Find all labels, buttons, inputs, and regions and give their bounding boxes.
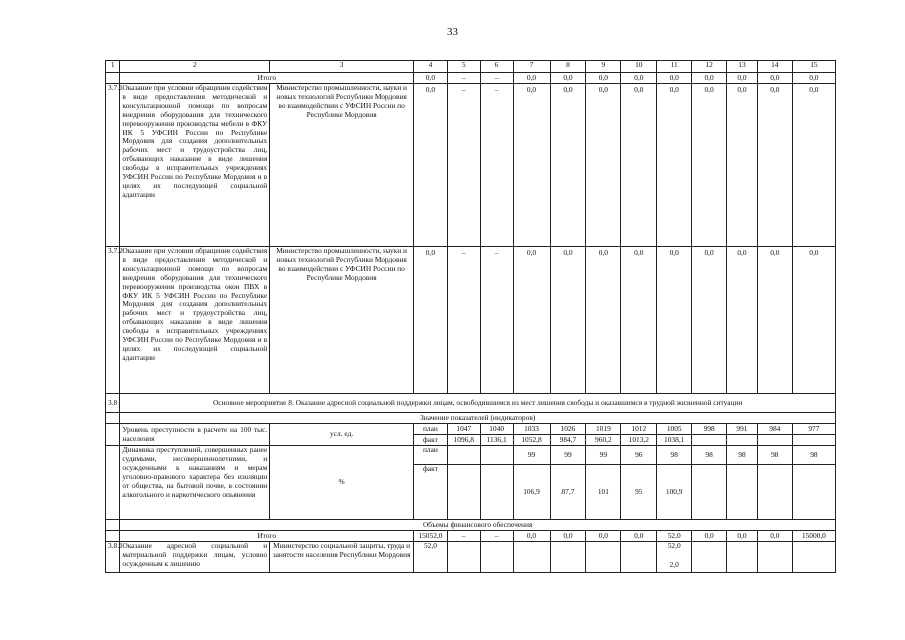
value-cell: 0,0 [792, 247, 835, 394]
value-cell: – [480, 247, 513, 394]
indicator-name: Уровень преступности в расчете на 100 тыс. населения [120, 424, 270, 446]
value-cell [727, 465, 758, 520]
value-cell: – [480, 531, 513, 542]
value-cell: 99 [586, 446, 621, 465]
indicator-name: Динамика преступлений, совершенных ранее судимыми, несовершеннолетними, и осужденными к наказаниям и мерам уголовно-правового характера без изоляции от общества, на бытовой почве, в состоянии алкогольного и наркотического опьянения [120, 446, 270, 520]
value-cell: 0,0 [413, 73, 447, 84]
value-cell: – [447, 84, 480, 247]
value-cell: 98 [657, 446, 692, 465]
value-cell: 0,0 [727, 247, 758, 394]
col-header: 1 [106, 61, 120, 73]
section-header-row [106, 413, 836, 424]
itogo-label: Итого [120, 531, 414, 542]
value-cell [757, 435, 792, 446]
value-cell: 106,9 [513, 465, 550, 520]
executor: Министерство промышленности, науки и новых технологий Республики Мордовия во взаимодействии с УФСИН России по Республике Мордовия [270, 84, 414, 247]
value-cell: 0,0 [727, 73, 758, 84]
value-cell: – [480, 84, 513, 247]
value-cell: 1005 [657, 424, 692, 435]
value-cell: 15052,0 [413, 531, 447, 542]
value-cell: 991 [727, 424, 758, 435]
value-cell: 0,0 [727, 84, 758, 247]
main-measure-row [106, 394, 836, 413]
value-cell: 0,0 [513, 247, 550, 394]
value-cell: 0,0 [586, 531, 621, 542]
value-cell: 0,0 [513, 531, 550, 542]
value-cell: 101 [586, 465, 621, 520]
value-cell: 1052,8 [513, 435, 550, 446]
value-cell: 0,0 [621, 531, 657, 542]
value-cell: 0,0 [586, 247, 621, 394]
value-cell: 0,0 [757, 531, 792, 542]
value-cell: 984,7 [550, 435, 586, 446]
value-cell [792, 465, 835, 520]
itogo-label: Итого [120, 73, 414, 84]
value-cell [447, 542, 480, 573]
col-header: 5 [447, 61, 480, 73]
value-cell [480, 542, 513, 573]
value-cell: 98 [757, 446, 792, 465]
col-header: 2 [120, 61, 270, 73]
value-cell: 100,9 [657, 465, 692, 520]
row-number: 3.8 [106, 394, 120, 413]
page-number: 33 [447, 26, 458, 38]
value-cell [621, 542, 657, 573]
value-cell: 99 [550, 446, 586, 465]
value-cell: 0,0 [586, 84, 621, 247]
col-header: 11 [657, 61, 692, 73]
value-cell [586, 542, 621, 573]
value-cell: 0,0 [550, 84, 586, 247]
value-cell: 0,0 [792, 73, 835, 84]
value-cell: 0,0 [727, 531, 758, 542]
value-cell: 0,0 [657, 247, 692, 394]
value-cell: 1047 [447, 424, 480, 435]
value-cell: 95 [621, 465, 657, 520]
col-header: 8 [550, 61, 586, 73]
value-cell: 1136,1 [480, 435, 513, 446]
value-cell [447, 465, 480, 520]
budget-table [105, 60, 836, 573]
empty-cell [106, 531, 120, 542]
value-cell: 0,0 [550, 247, 586, 394]
indicators-header: Значение показателей (индикаторов) [120, 413, 836, 424]
value-cell: 0,0 [792, 84, 835, 247]
value-cell: 0,0 [621, 73, 657, 84]
value-cell: 1033 [513, 424, 550, 435]
col-header: 10 [621, 61, 657, 73]
value-cell: – [480, 73, 513, 84]
value-cell [480, 465, 513, 520]
value-cell [757, 465, 792, 520]
value-cell [692, 435, 727, 446]
value-cell: 0,0 [757, 84, 792, 247]
value-cell: 98 [727, 446, 758, 465]
col-header: 6 [480, 61, 513, 73]
value-cell [757, 542, 792, 573]
value-cell: 0,0 [692, 531, 727, 542]
value-cell: 52,0 [413, 542, 447, 573]
executor: Министерство социальной защиты, труда и занятости населения Республики Мордовия [270, 542, 414, 573]
value-cell: – [447, 73, 480, 84]
value-cell: 0,0 [513, 84, 550, 247]
value-cell: 0,0 [692, 73, 727, 84]
measure-name: Оказание при условии обращения содействия в виде предоставления методической и консультационной помощи по вопросам внедрения оборудования для технического перевооружения производства мебели в ФКУ ИК 5 УФСИН России по Республике Мордовия для создания дополнительных рабочих мест и трудоустройства лиц, отбывающих наказание в виде лишения свободы в исправительных учреждениях УФСИН России по Республике Мордовия и в целях их последующей социальной адаптации [120, 84, 270, 247]
itogo-row [106, 531, 836, 542]
value-cell: 0,0 [621, 84, 657, 247]
value-cell: 0,0 [621, 247, 657, 394]
row-number: 3.7.2 [106, 247, 120, 394]
col-header: 13 [727, 61, 758, 73]
value-cell: 984 [757, 424, 792, 435]
col-header: 3 [270, 61, 414, 73]
value-cell: 977 [792, 424, 835, 435]
funding-header: Объемы финансового обеспечения [120, 520, 836, 531]
value-cell: 1096,8 [447, 435, 480, 446]
value-cell [447, 446, 480, 465]
value-cell: – [447, 531, 480, 542]
itogo-row [106, 73, 836, 84]
value-cell: 0,0 [657, 73, 692, 84]
empty-cell [106, 446, 120, 520]
value-cell [792, 542, 835, 573]
value-cell [657, 542, 692, 573]
value-cell [727, 542, 758, 573]
value-cell: 98 [692, 446, 727, 465]
value-cell: 0,0 [757, 247, 792, 394]
row-number: 3.7.1 [106, 84, 120, 247]
value-cell: – [447, 247, 480, 394]
value-cell: 1040 [480, 424, 513, 435]
indicator-unit: % [270, 446, 414, 520]
value-cell: 0,0 [550, 531, 586, 542]
value-cell [692, 465, 727, 520]
measure-row [106, 247, 836, 394]
value-cell: 1038,1 [657, 435, 692, 446]
value-cell: 0,0 [586, 73, 621, 84]
value-cell: 15000,0 [792, 531, 835, 542]
fact-label: факт [413, 435, 447, 446]
value-cell: 0,0 [692, 247, 727, 394]
measure-name: Оказание адресной социальной и материальной поддержки лицам, условно осужденным к лишению [120, 542, 270, 573]
value-line: 52,0 [667, 541, 681, 550]
measure-row [106, 542, 836, 573]
value-cell: 0,0 [757, 73, 792, 84]
col-header: 7 [513, 61, 550, 73]
value-cell: 0,0 [513, 73, 550, 84]
plan-label: план [413, 424, 447, 435]
indicator-plan-row [106, 446, 836, 465]
value-cell [692, 542, 727, 573]
value-cell: 1026 [550, 424, 586, 435]
value-cell [480, 446, 513, 465]
col-header: 9 [586, 61, 621, 73]
value-cell: 87,7 [550, 465, 586, 520]
value-cell: 98 [792, 446, 835, 465]
empty-cell [106, 520, 120, 531]
col-header: 4 [413, 61, 447, 73]
fact-label: факт [413, 465, 447, 520]
measure-name: Оказание при условии обращения содействия в виде предоставления методической и консультационной помощи по вопросам внедрения оборудования для технического перевооружения производства окон ПВХ в ФКУ ИК 5 УФСИН России по Республике Мордовия для создания дополнительных рабочих мест и трудоустройства лиц, отбывающих наказание в виде лишения свободы в исправительных учреждениях УФСИН России по Республике Мордовия и в целях их последующей социальной адаптации [120, 247, 270, 394]
measure-row [106, 84, 836, 247]
value-cell: 0,0 [692, 84, 727, 247]
col-header: 14 [757, 61, 792, 73]
value-cell: 1012 [621, 424, 657, 435]
value-cell [727, 435, 758, 446]
value-cell: 99 [513, 446, 550, 465]
value-line: 2,0 [669, 559, 679, 569]
row-number: 3.8.1 [106, 542, 120, 573]
value-cell: 96 [621, 446, 657, 465]
header-row [106, 61, 836, 73]
value-cell: 0,0 [413, 247, 447, 394]
value-cell: 998 [692, 424, 727, 435]
empty-cell [106, 424, 120, 446]
value-cell: 1019 [586, 424, 621, 435]
indicator-unit: усл. ед. [270, 424, 414, 446]
value-cell [550, 542, 586, 573]
value-cell: 1013,2 [621, 435, 657, 446]
main-measure-text: Основное мероприятие 8. Оказание адресной социальной поддержки лицам, освободившимся из мест лишения свободы и оказавшимся в трудной жизненной ситуации [120, 394, 836, 413]
col-header: 12 [692, 61, 727, 73]
value-cell [792, 435, 835, 446]
value-cell: 0,0 [413, 84, 447, 247]
executor: Министерство промышленности, науки и новых технологий Республики Мордовия во взаимодействии с УФСИН России по Республике Мордовия [270, 247, 414, 394]
section-header-row [106, 520, 836, 531]
indicator-plan-row [106, 424, 836, 435]
empty-cell [106, 73, 120, 84]
empty-cell [106, 413, 120, 424]
plan-label: план [413, 446, 447, 465]
value-cell [513, 542, 550, 573]
value-cell: 52,0 [657, 531, 692, 542]
value-cell: 0,0 [657, 84, 692, 247]
col-header: 15 [792, 61, 835, 73]
value-cell: 960,2 [586, 435, 621, 446]
value-cell: 0,0 [550, 73, 586, 84]
